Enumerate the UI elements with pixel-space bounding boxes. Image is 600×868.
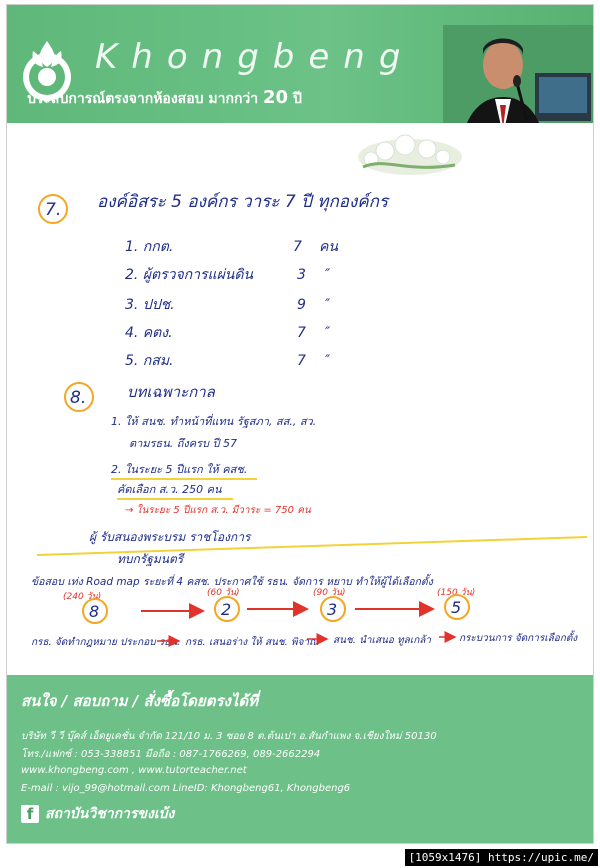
facebook-link[interactable] xyxy=(21,803,174,825)
step-note: (240 วัน) xyxy=(63,592,102,602)
section7-number: 7. xyxy=(45,200,62,220)
tagline-years-unit: ปี xyxy=(292,91,302,107)
footer-title: สนใจ / สอบถาม / สั่งซื้อโดยตรงได้ที่ xyxy=(21,692,258,710)
tagline xyxy=(27,87,302,110)
section8-line: 2. ในระยะ 5 ปีแรก ให้ คสช. xyxy=(111,463,248,476)
roadmap-caption: กรธ. จัดทำกฎหมาย ประกอบ รธน. xyxy=(31,637,181,648)
list-item-count: 7 xyxy=(297,325,306,341)
step-label: 3 xyxy=(327,600,338,619)
roadmap-title: ข้อสอบ เท่ง Road map ระยะที่ 4 คสช. ประกาศใช้ รธน. จัดการ หยาบ ทำให้ผู้ได้เลือกตั้ง xyxy=(31,576,433,588)
list-item-name: 5. กสม. xyxy=(125,353,174,369)
section7-list xyxy=(125,239,338,369)
header-banner xyxy=(7,5,593,123)
list-item-name: 4. คตง. xyxy=(125,325,173,341)
section8-line: 1. ให้ สนช. ทำหน้าที่แทน รัฐสภา, สส., สว. xyxy=(111,415,317,428)
list-item-count: 9 xyxy=(297,297,306,313)
section8-line: ผู้ รับสนองพระบรม ราชโองการ xyxy=(89,530,251,544)
list-item-count: 3 xyxy=(297,267,306,283)
list-item-name: 2. ผู้ตรวจการแผ่นดิน xyxy=(125,267,254,283)
tagline-years: 20 xyxy=(263,87,289,108)
image-size-watermark: [1059x1476] https://upic.me/ xyxy=(405,849,598,866)
list-item-unit: ″ xyxy=(325,353,331,369)
footer-email[interactable]: E-mail : vijo_99@hotmail.com LineID: Khongbeng61, Khongbeng6 xyxy=(21,783,351,794)
step-note: (150 วัน) xyxy=(437,588,476,598)
section8-number: 8. xyxy=(70,388,87,408)
step-label: 2 xyxy=(221,600,232,619)
tagline-text: ประสบการณ์ตรงจากห้องสอบ มากกว่า xyxy=(27,91,259,107)
presenter-photo-icon xyxy=(443,25,593,123)
section8-line: ตามรธน. ถึงครบ ปี 57 xyxy=(129,437,237,450)
list-item-unit: คน xyxy=(319,239,338,255)
section8-note-red: → ในระยะ 5 ปีแรก ส.ว. มีวาระ = 750 คน xyxy=(125,505,311,516)
list-item-name: 1. กกต. xyxy=(125,239,174,255)
list-item-unit: ″ xyxy=(325,297,331,313)
footer-websites[interactable]: www.khongbeng.com , www.tutorteacher.net xyxy=(21,765,247,776)
brand-name: Khongbeng xyxy=(95,37,415,77)
step-note: (90 วัน) xyxy=(313,588,346,598)
list-item-unit: ″ xyxy=(325,267,331,283)
roadmap-caption: กรธ. เสนอร่าง ให้ สนช. พิจาณ xyxy=(185,637,319,648)
footer-phone: โทร./แฟกซ์ : 053-338851 มือถือ : 087-1766269, 089-2662294 xyxy=(21,749,321,760)
contact-footer xyxy=(7,675,593,843)
list-item-name: 3. ปปช. xyxy=(125,297,175,313)
list-item-unit: ″ xyxy=(325,325,331,341)
poster-page xyxy=(6,4,594,844)
roadmap-captions xyxy=(31,630,578,648)
roadmap-caption: สนช. นำเสนอ ทูลเกล้า xyxy=(333,635,432,646)
section7-heading: องค์อิสระ 5 องค์กร วาระ 7 ปี ทุกองค์กร xyxy=(97,192,389,212)
roadmap-steps xyxy=(63,587,475,623)
facebook-page-name: สถาบันวิชาการขงเบ้ง xyxy=(45,806,175,822)
roadmap-caption: กระบวนการ จัดการเลือกตั้ง xyxy=(459,633,578,644)
section8-line: คัดเลือก ส.ว. 250 คน xyxy=(117,483,222,496)
list-item-count: 7 xyxy=(297,353,306,369)
step-label: 8 xyxy=(89,602,100,621)
handwritten-notes xyxy=(7,123,593,675)
section8-line: ทบกรัฐมนตรี xyxy=(117,552,184,566)
list-item-count: 7 xyxy=(293,239,302,255)
section8-heading: บทเฉพาะกาล xyxy=(127,383,215,401)
step-note: (60 วัน) xyxy=(207,588,240,598)
facebook-icon: f xyxy=(21,805,39,823)
footer-address: บริษัท วี วี บุ๊คส์ เอ็ดยูเคชั่น จำกัด 121/10 ม. 3 ซอย 8 ต.ต้นเปา อ.สันกำแพง จ.เชียงใหม่ 50130 xyxy=(21,731,437,742)
step-label: 5 xyxy=(451,598,462,617)
